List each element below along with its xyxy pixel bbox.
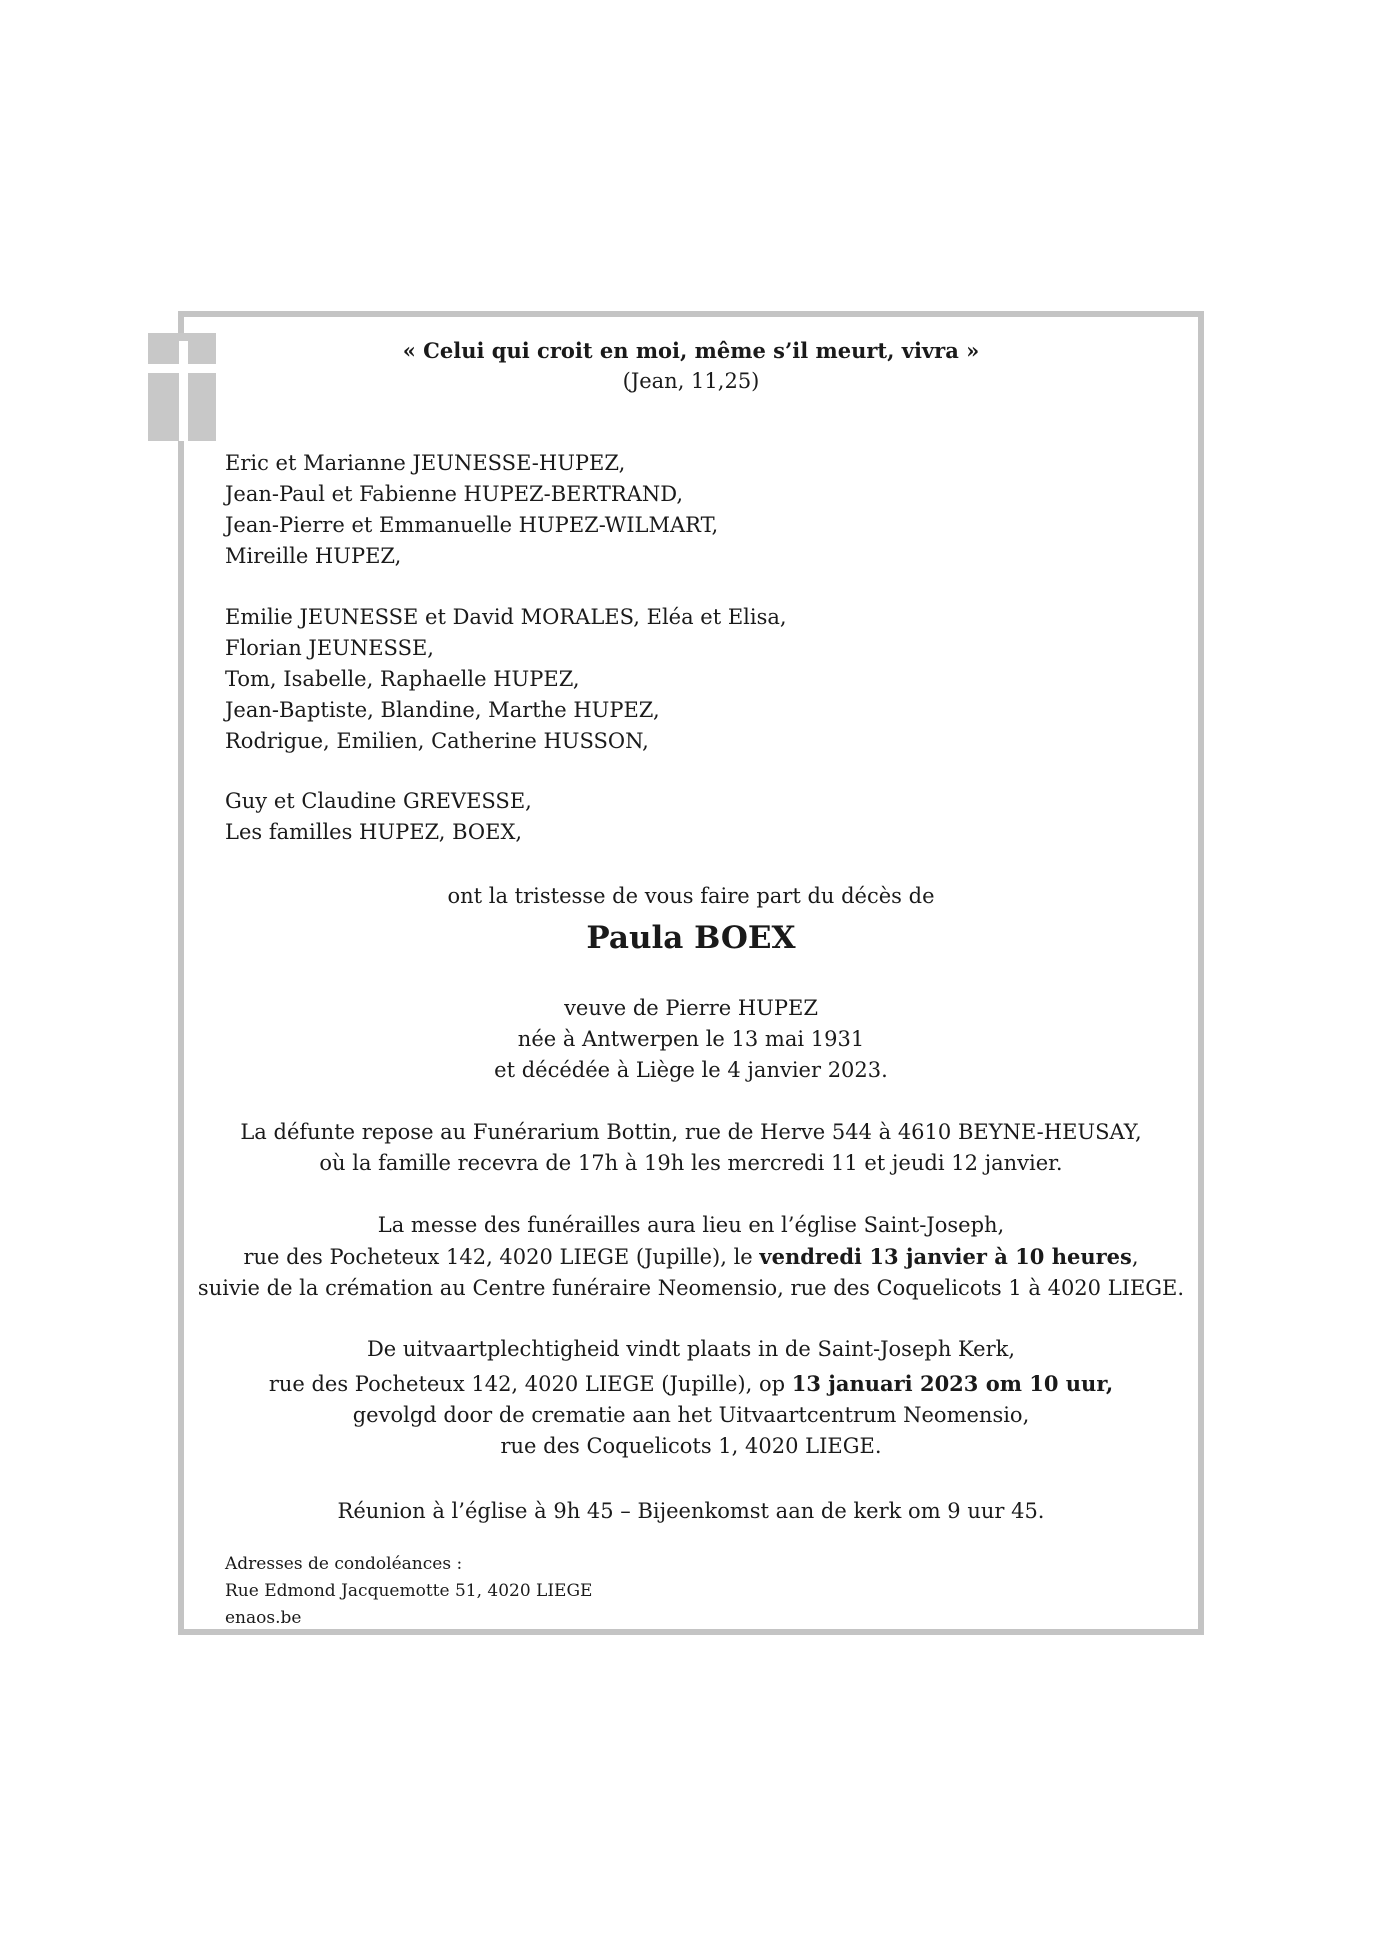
family-group-3 [225, 786, 532, 848]
detail-line: et décédée à Liège le 4 janvier 2023. [494, 1058, 888, 1082]
visitation-info [178, 1117, 1204, 1179]
mass-nl-line: gevolgd door de crematie aan het Uitvaartcentrum Neomensio, [352, 1403, 1030, 1427]
condolences [225, 1551, 592, 1632]
quote-text: « Celui qui croit en moi, même s’il meurt, vivra » [402, 338, 980, 363]
deceased-details [178, 993, 1204, 1086]
condolences-line: Adresses de condoléances : [225, 1554, 463, 1574]
family-line: Jean-Paul et Fabienne HUPEZ-BERTRAND, [225, 482, 684, 506]
reunion-info: Réunion à l’église à 9h 45 – Bijeenkomst aan de kerk om 9 uur 45. [337, 1499, 1045, 1523]
family-line: Mireille HUPEZ, [225, 544, 402, 568]
family-group-2 [225, 602, 787, 757]
mass-fr-date: vendredi 13 janvier à 10 heures [759, 1244, 1132, 1269]
family-line: Rodrigue, Emilien, Catherine HUSSON, [225, 729, 649, 753]
mass-fr-line: suivie de la crémation au Centre funéraire Neomensio, rue des Coquelicots 1 à 4020 LIEGE. [197, 1276, 1185, 1300]
mass-fr-text: , [1131, 1245, 1139, 1269]
mass-fr-line [178, 1241, 1204, 1273]
mass-fr-line: La messe des funérailles aura lieu en l’église Saint-Joseph, [377, 1213, 1005, 1237]
mass-nl-line: rue des Coquelicots 1, 4020 LIEGE. [500, 1434, 882, 1458]
detail-line: veuve de Pierre HUPEZ [564, 996, 818, 1020]
condolences-line: enaos.be [225, 1608, 302, 1628]
family-line: Florian JEUNESSE, [225, 636, 434, 660]
family-line: Tom, Isabelle, Raphaelle HUPEZ, [225, 667, 580, 691]
deceased-name: Paula BOEX [586, 920, 796, 956]
family-line: Emilie JEUNESSE et David MORALES, Eléa et Elisa, [225, 605, 787, 629]
mass-nl [178, 1334, 1204, 1462]
mass-nl-line: De uitvaartplechtigheid vindt plaats in de Saint-Joseph Kerk, [366, 1337, 1016, 1361]
family-line: Guy et Claudine GREVESSE, [225, 789, 532, 813]
mass-nl-line [178, 1368, 1204, 1400]
condolences-line: Rue Edmond Jacquemotte 51, 4020 LIEGE [225, 1581, 593, 1601]
mass-fr [178, 1210, 1204, 1304]
family-line: Jean-Baptiste, Blandine, Marthe HUPEZ, [225, 698, 660, 722]
announcement: ont la tristesse de vous faire part du décès de [447, 884, 935, 908]
mass-nl-text: rue des Pocheteux 142, 4020 LIEGE (Jupille), op [268, 1372, 792, 1396]
visitation-line: La défunte repose au Funérarium Bottin, rue de Herve 544 à 4610 BEYNE-HEUSAY, [240, 1120, 1142, 1144]
family-group-1 [225, 448, 718, 572]
family-line: Jean-Pierre et Emmanuelle HUPEZ-WILMART, [225, 513, 719, 537]
family-line: Eric et Marianne JEUNESSE-HUPEZ, [225, 451, 626, 475]
family-line: Les familles HUPEZ, BOEX, [225, 820, 523, 844]
mass-nl-date: 13 januari 2023 om 10 uur, [791, 1371, 1114, 1396]
mass-fr-text: rue des Pocheteux 142, 4020 LIEGE (Jupille), le [243, 1245, 760, 1269]
detail-line: née à Antwerpen le 13 mai 1931 [517, 1027, 865, 1051]
visitation-line: où la famille recevra de 17h à 19h les mercredi 11 et jeudi 12 janvier. [319, 1151, 1063, 1175]
quote-reference: (Jean, 11,25) [622, 369, 760, 393]
